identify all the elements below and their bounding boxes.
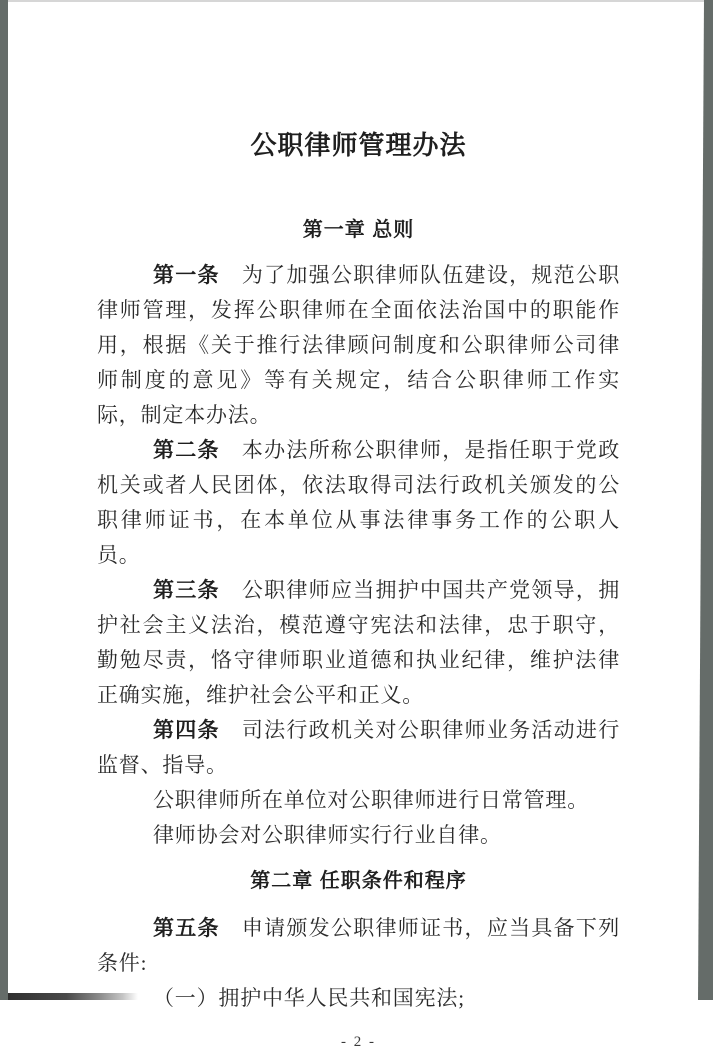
article-4-text: 司法行政机关对公职律师业务活动进行监督、指导。 <box>97 718 620 777</box>
article-1-paragraph <box>97 258 620 433</box>
scan-edge-left <box>0 0 8 1000</box>
article-1-number: 第一条 <box>153 264 220 287</box>
article-4-clause-3-text: 律师协会对公职律师实行行业自律。 <box>153 823 502 847</box>
chapter-1-heading: 第一章 总则 <box>302 219 415 241</box>
chapter-2-heading: 第二章 任职条件和程序 <box>250 870 467 892</box>
article-2-paragraph <box>97 433 620 573</box>
page-number: - 2 - <box>341 1034 376 1050</box>
article-1-text: 为了加强公职律师队伍建设，规范公职律师管理，发挥公职律师在全面依法治国中的职能作用，根据《关于推行法律顾问制度和公职律师公司律师制度的意见》等有关规定，结合公职律师工作实际，制定本办法。 <box>97 263 620 427</box>
article-5-text: 申请颁发公职律师证书，应当具备下列条件: <box>97 916 620 975</box>
article-3-number: 第三条 <box>153 579 220 602</box>
article-5-number: 第五条 <box>153 917 220 940</box>
article-5-paragraph <box>97 911 620 981</box>
document-body <box>97 0 620 1052</box>
article-2-text: 本办法所称公职律师，是指任职于党政机关或者人民团体，依法取得司法行政机关颁发的公职律师证书，在本单位从事法律事务工作的公职人员。 <box>97 438 620 567</box>
article-5-item-1 <box>97 981 620 1016</box>
scan-edge-right <box>698 0 713 1000</box>
article-3-text: 公职律师应当拥护中国共产党领导，拥护社会主义法治，模范遵守宪法和法律，忠于职守，勤勉尽责，恪守律师职业道德和执业纪律，维护法律正确实施，维护社会公平和正义。 <box>97 578 620 707</box>
article-4-clause-2 <box>97 783 620 818</box>
article-4-clause-2-text: 公职律师所在单位对公职律师进行日常管理。 <box>153 788 589 812</box>
article-5-item-1-text: （一）拥护中华人民共和国宪法; <box>153 986 465 1010</box>
document-title: 公职律师管理办法 <box>250 131 467 160</box>
article-2-number: 第二条 <box>153 439 220 462</box>
article-4-clause-3 <box>97 818 620 853</box>
article-3-paragraph <box>97 573 620 713</box>
article-4-paragraph <box>97 713 620 783</box>
article-4-number: 第四条 <box>153 719 220 742</box>
